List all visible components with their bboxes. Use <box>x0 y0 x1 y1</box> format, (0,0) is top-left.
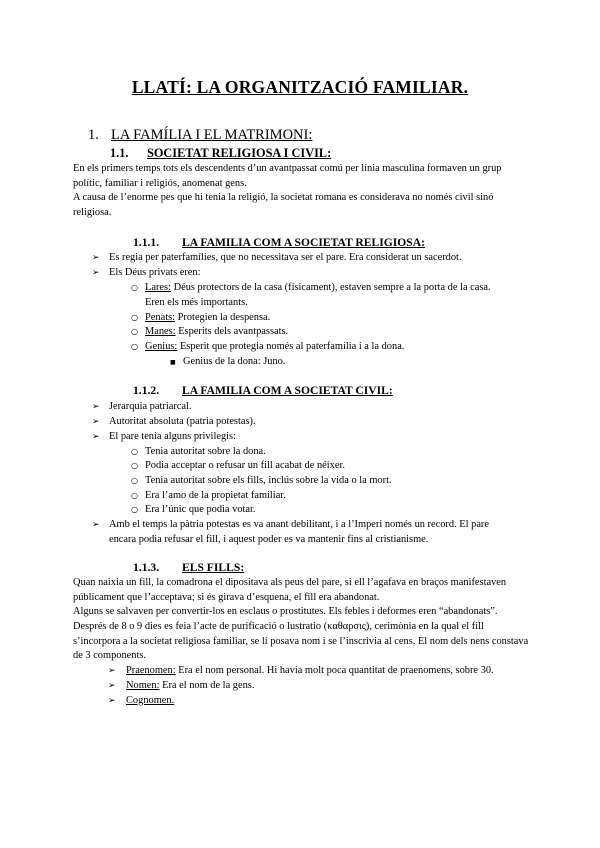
section-1-1-paragraph-2: A causa de l’enorme pes que hi tenia la religió, la societat romana es considerava no només civil sinó religiosa. <box>73 192 494 218</box>
bullet-arrow-icon: ➢ <box>108 696 116 706</box>
list-item <box>145 325 288 340</box>
bullet-arrow-icon: ➢ <box>92 268 100 278</box>
bullet-circle-icon: ○ <box>131 491 138 500</box>
list-item: Jerarquia patriarcal. <box>109 401 192 412</box>
bullet-circle-icon: ○ <box>131 327 138 336</box>
list-item: Tenia autoritat sobre la dona. <box>145 446 266 457</box>
section-1-1-3-paragraph-1: Quan naixia un fill, la comadrona el dipositava als peus del pare, si ell l’agafava en braços manifestaven públicament que l’acceptava; si és girava d’esquena, el fill era abandonat. <box>73 577 507 603</box>
list-item <box>145 311 270 326</box>
term-genius: Genius: <box>145 341 178 352</box>
definition-praenomen: Era el nom personal. Hi havia molt poca quantitat de praenomens, sobre 30. <box>178 665 494 676</box>
section-1-1-3-paragraph-3: Després de 8 o 9 dies es feia l’acte de purificació o lustratio (καθαρσις), cerimònia en la qual el fill s’incorpora a la societat religiosa familiar, se li posava nom i se l’inscrivia al cens. El nom dels nens constava de 3 components. <box>73 621 529 662</box>
bullet-square-icon: ■ <box>170 359 176 366</box>
list-item <box>126 664 494 679</box>
section-1-1-heading: SOCIETAT RELIGIOSA I CIVIL: <box>147 146 332 160</box>
bullet-circle-icon: ○ <box>131 461 138 470</box>
bullet-circle-icon: ○ <box>131 505 138 514</box>
list-item: Els Déus privats eren: <box>109 267 201 278</box>
section-1-1-3-heading: ELS FILLS: <box>182 561 245 574</box>
section-1-1-1-heading: LA FAMILIA COM A SOCIETAT RELIGIOSA: <box>182 236 425 249</box>
bullet-circle-icon: ○ <box>131 342 138 351</box>
bullet-arrow-icon: ➢ <box>108 666 116 676</box>
term-penats: Penats: <box>145 312 176 323</box>
section-1-number: 1. <box>88 127 99 143</box>
definition-lares: Déus protectors de la casa (físicament), estaven sempre a la porta de la casa. <box>173 282 491 293</box>
list-item <box>145 281 491 296</box>
list-item: Genius de la dona: Juno. <box>183 356 286 367</box>
list-item: Autoritat absoluta (patria potestas). <box>109 416 256 427</box>
bullet-circle-icon: ○ <box>131 447 138 456</box>
list-item: Amb el temps la pàtria potestas es va anant debilitant, i a l’Imperi només un record. El pare <box>109 519 489 530</box>
list-item-continuation: encara podia refusar el fill, i aquest poder es va mantenir fins al cristianisme. <box>109 534 429 545</box>
list-item: Tenia autoritat sobre els fills, inclús sobre la vida o la mort. <box>145 475 392 486</box>
bullet-circle-icon: ○ <box>131 283 138 292</box>
bullet-arrow-icon: ➢ <box>92 402 100 412</box>
definition-penats: Protegien la despensa. <box>177 312 271 323</box>
bullet-arrow-icon: ➢ <box>92 520 100 530</box>
term-cognomen: Cognomen. <box>126 695 175 706</box>
list-item <box>126 679 254 694</box>
section-1-1-3-number: 1.1.3. <box>133 561 160 574</box>
list-item: Podia acceptar o refusar un fill acabat de néixer. <box>145 460 345 471</box>
list-item-continuation: Eren els més importants. <box>145 297 248 308</box>
bullet-arrow-icon: ➢ <box>92 417 100 427</box>
term-lares: Lares: <box>145 282 171 293</box>
section-1-1-3-paragraph-2: Alguns se salvaven per convertir-los en esclaus o prostitutes. Els febles i deformes eren “abandonats”. <box>73 606 498 617</box>
list-item: El pare tenia alguns privilegis: <box>109 431 236 442</box>
bullet-circle-icon: ○ <box>131 476 138 485</box>
list-item: Era l’únic que podia votar. <box>145 504 256 515</box>
list-item <box>145 340 404 355</box>
bullet-arrow-icon: ➢ <box>92 253 100 263</box>
section-1-1-2-number: 1.1.2. <box>133 384 160 397</box>
section-1-1-number: 1.1. <box>110 146 129 160</box>
section-1-1-paragraph-1: En els primers temps tots els descendents d’un avantpassat comú per línia masculina formaven un grup polític, familiar i religiós, anomenat gens. <box>73 163 502 189</box>
bullet-arrow-icon: ➢ <box>108 681 116 691</box>
document-title: LLATÍ: LA ORGANITZACIÓ FAMILIAR. <box>131 77 469 97</box>
term-praenomen: Praenomen: <box>126 665 176 676</box>
section-1-heading: LA FAMÍLIA I EL MATRIMONI: <box>111 127 313 143</box>
bullet-circle-icon: ○ <box>131 313 138 322</box>
definition-genius: Esperit que protegia només al paterfamília i a la dona. <box>179 341 405 352</box>
bullet-arrow-icon: ➢ <box>92 432 100 442</box>
definition-nomen: Era el nom de la gens. <box>162 680 255 691</box>
section-1-1-1-number: 1.1.1. <box>133 236 160 249</box>
list-item: Era l’amo de la propietat familiar. <box>145 490 286 501</box>
term-manes: Manes: <box>145 326 176 337</box>
term-nomen: Nomen: <box>126 680 160 691</box>
definition-manes: Esperits dels avantpassats. <box>178 326 289 337</box>
list-item: Es regia per paterfamílies, que no necessitava ser el pare. Era considerat un sacerdot. <box>109 252 462 263</box>
section-1-1-2-heading: LA FAMILIA COM A SOCIETAT CIVIL: <box>182 384 393 397</box>
